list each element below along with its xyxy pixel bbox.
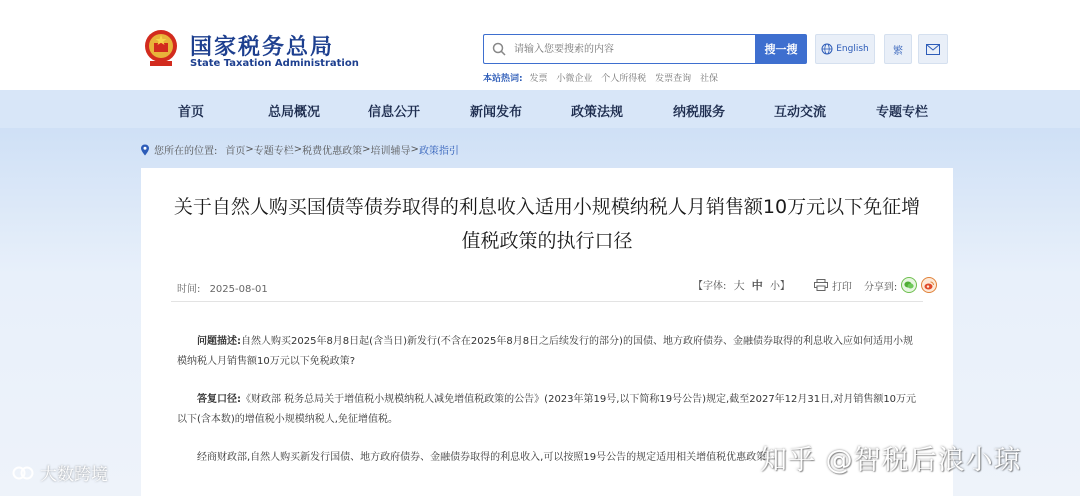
search-icon [491,41,507,57]
conclusion-paragraph: 经商财政部,自然人购买新发行国债、地方政府债券、金融债券取得的利息收入,可以按照19号公告的规定适用相关增值税优惠政策 [197,452,767,463]
site-logo-subtitle: State Taxation Administration [190,58,359,69]
breadcrumb-separator: > [245,144,254,155]
answer-label: 答复口径: [197,394,241,405]
date-value: 2025-08-01 [209,284,268,295]
nav-item-disclosure[interactable]: 信息公开 [368,105,421,120]
answer-text: 《财政部 税务总局关于增值税小规模纳税人减免增值税政策的公告》(2023年第19号,以下简称19号公告)规定,截至2027年12月31日,对月销售额10万元以下(含本数)的增值税小规模纳税人,免征增值税。 [177,394,917,425]
printer-icon[interactable] [814,279,828,291]
font-size-control [691,277,792,293]
hotword-link[interactable]: 个人所得税 [601,74,647,84]
weibo-share-icon[interactable] [921,277,937,293]
question-label: 问题描述: [197,336,241,347]
breadcrumb-tax-incentives[interactable]: 税费优惠政策 [302,146,363,157]
brand-watermark [12,460,108,485]
nav-item-news[interactable]: 新闻发布 [470,105,523,120]
nav-item-policy[interactable]: 政策法规 [571,105,624,120]
breadcrumb-training[interactable]: 培训辅导 [370,146,411,157]
hotwords-label: 本站热词: [483,74,523,84]
breadcrumb-separator: > [293,144,303,155]
brand-watermark-text: 大数跨境 [40,465,108,485]
article-date [177,280,268,295]
hotword-link[interactable]: 小微企业 [556,74,593,84]
hotword-link[interactable]: 发票查询 [655,74,692,84]
nav-item-service[interactable]: 纳税服务 [673,105,726,120]
traditional-chinese-button[interactable]: 繁 [884,34,912,64]
article-title: 关于自然人购买国债等债券取得的利息收入适用小规模纳税人月销售额10万元以下免征增值税政策的执行口径 [173,196,921,252]
date-label: 时间: [177,284,201,295]
breadcrumb-separator: > [410,144,419,155]
breadcrumb-current[interactable]: 政策指引 [418,146,459,157]
globe-icon [821,43,833,55]
site-logo-title[interactable]: 国家税务总局 [190,35,335,60]
nav-item-overview[interactable]: 总局概况 [268,105,321,120]
wechat-icon [904,281,914,289]
article-tools [691,277,937,293]
answer-paragraph [177,390,917,430]
brand-watermark-logo-icon [12,463,34,483]
font-size-label: 【字体: [693,281,727,292]
breadcrumb [140,142,459,157]
hotword-link[interactable]: 发票 [529,74,548,84]
breadcrumb-separator: > [362,144,371,155]
location-pin-icon [140,144,150,156]
national-emblem-icon [142,28,180,68]
search-box [483,34,755,64]
site-header [0,0,1080,90]
hotwords-bar [483,71,724,84]
meta-divider [171,301,923,302]
font-size-small[interactable]: 小】 [769,281,790,292]
weibo-icon [924,281,934,290]
mail-button[interactable] [918,34,948,64]
zhihu-watermark: 知乎 @智税后浪小琼 [760,445,1022,476]
question-paragraph [177,332,917,372]
search-input[interactable] [514,40,744,58]
breadcrumb-topics[interactable]: 专题专栏 [253,146,294,157]
mail-icon [926,44,940,55]
breadcrumb-home[interactable]: 首页 [225,146,246,157]
breadcrumb-prefix: 您所在的位置: [154,146,218,157]
print-button[interactable]: 打印 [831,281,852,293]
font-size-large[interactable]: 大 [733,279,745,292]
nav-item-topics[interactable]: 专题专栏 [876,105,929,120]
nav-item-interaction[interactable]: 互动交流 [774,105,827,120]
share-label: 分享到: [863,281,898,293]
search-button[interactable]: 搜一搜 [755,34,807,64]
font-size-medium[interactable]: 中 [751,279,763,292]
main-nav [0,90,1080,128]
question-text: 自然人购买2025年8月8日起(含当日)新发行(不含在2025年8月8日之后续发行的部分)的国债、地方政府债券、金融债券取得的利息收入应如何适用小规模纳税人月销售额10万元以下免税政策? [177,336,913,367]
english-label: English [836,44,869,54]
nav-item-home[interactable]: 首页 [178,105,205,120]
english-button[interactable] [815,34,875,64]
hotword-link[interactable]: 社保 [700,74,719,84]
wechat-share-icon[interactable] [901,277,917,293]
